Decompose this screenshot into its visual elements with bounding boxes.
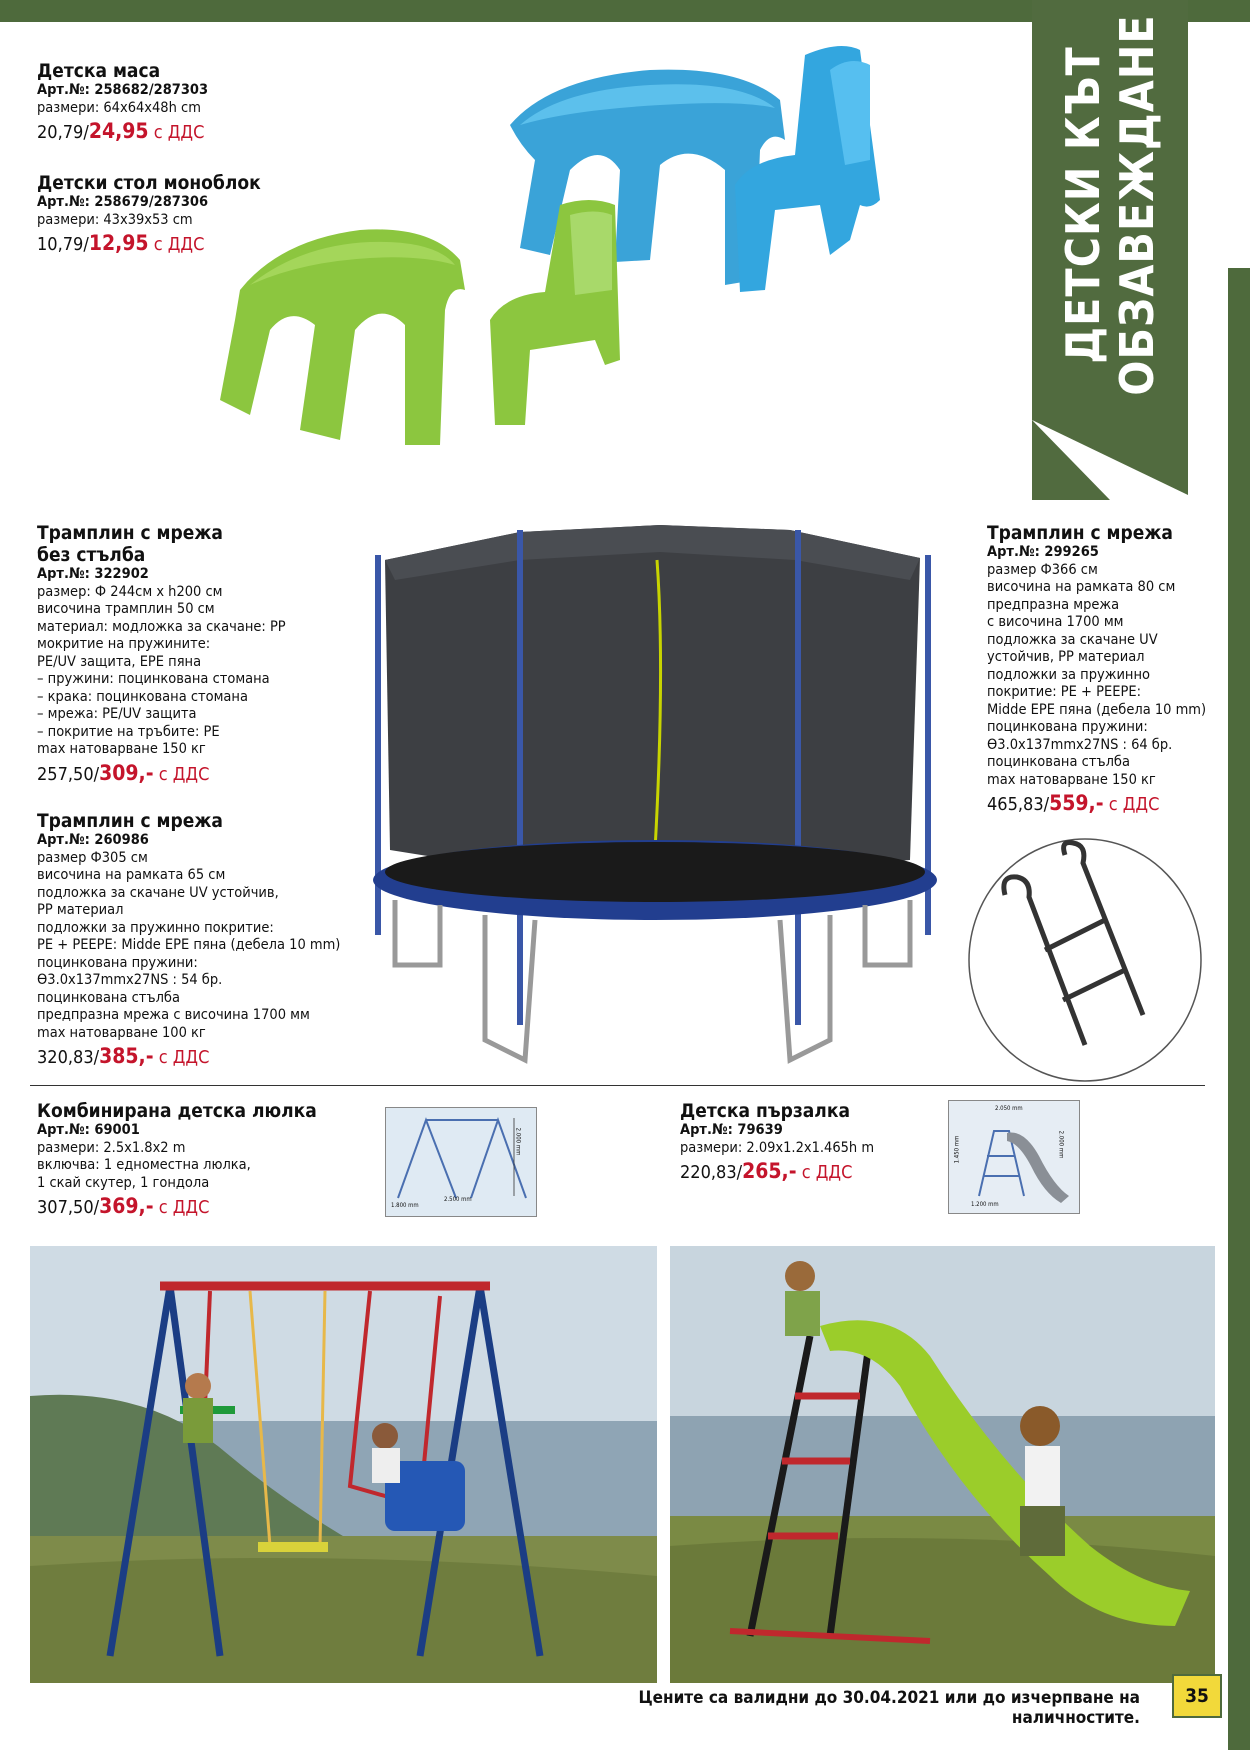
spec-line: материал: модложка за скачане: PP [37, 618, 286, 635]
spec-line: размер Ф366 см [987, 561, 1098, 578]
price [37, 1194, 317, 1220]
spec-line: – мрежа: PE/UV защита [37, 706, 197, 722]
old-price: 10,79/ [37, 234, 89, 255]
spec-line: Ө3.0x137mmx27NS : 54 бр. [37, 972, 223, 988]
product-title: Детска пързалка [680, 1100, 850, 1122]
spec-line: подложка за скачане UV устойчив, [37, 884, 279, 901]
page-number: 35 [1172, 1674, 1222, 1718]
swing-diagram [385, 1107, 537, 1217]
product-trampoline-366 [987, 522, 1206, 817]
product-chair [37, 172, 261, 257]
spec-line: височина на рамката 65 см [37, 867, 226, 883]
validity-note: Цените са валидни до 30.04.2021 или до изчерпване на наличностите. [638, 1688, 1140, 1728]
product-title: Детска маса [37, 60, 161, 82]
spec-line: подложки за пружинно покритие: [37, 919, 274, 936]
new-price: 369,- [99, 1194, 154, 1218]
kids-table-chair-photo [220, 30, 1020, 500]
dimension-label: 2.000 mm [1057, 1130, 1065, 1159]
old-price: 465,83/ [987, 794, 1050, 815]
vat-label: с ДДС [153, 1197, 210, 1218]
new-price: 265,- [742, 1159, 797, 1183]
section-divider [30, 1085, 1205, 1086]
slide-diagram [948, 1100, 1080, 1214]
price [37, 1044, 340, 1070]
dimension-label: 2.050 mm [995, 1105, 1023, 1112]
right-edge-rule [1228, 268, 1250, 1750]
new-price: 385,- [99, 1044, 154, 1068]
spec-line: размери: 43x39x53 cm [37, 211, 193, 228]
spec-line: Midde EPE пяна (дебела 10 mm) [987, 701, 1207, 718]
spec-line: поцинкована пружини: [37, 954, 198, 971]
spec-line: покритие: PE + PEEPE: [987, 684, 1141, 700]
new-price: 309,- [99, 760, 154, 785]
product-title: Трамплин с мрежа [37, 522, 223, 544]
spec-line: PE/UV защита, EPE пяна [37, 653, 202, 670]
price [680, 1159, 874, 1185]
category-title [1056, 14, 1164, 395]
spec-line: предпразна мрежа с височина 1700 мм [37, 1007, 310, 1023]
spec-line: мокритие на пружините: [37, 636, 211, 652]
trampoline-photo [365, 520, 940, 1075]
dimension-label: 1.450 mm [953, 1135, 961, 1164]
banner-tip [1032, 420, 1188, 500]
spec-line: PP материал [37, 902, 124, 918]
vat-label: с ДДС [1103, 794, 1160, 815]
old-price: 320,83/ [37, 1047, 100, 1068]
spec-line: PE + PEEPE: Midde EPE пяна (дебела 10 mm) [37, 937, 341, 953]
slide-scene [670, 1246, 1215, 1683]
spec-line: включва: 1 едноместна люлка, [37, 1157, 251, 1173]
old-price: 220,83/ [680, 1162, 743, 1183]
vat-label: с ДДС [148, 234, 205, 255]
spec-line: Ө3.0x137mmx27NS : 64 бр. [987, 736, 1173, 753]
product-title: Комбинирана детска люлка [37, 1100, 317, 1122]
dimension-label: 1.200 mm [971, 1201, 999, 1208]
dimension-label: 2.500 mm [444, 1196, 472, 1203]
product-subtitle: без стълба [37, 544, 146, 566]
vat-label: с ДДС [148, 122, 205, 143]
price [37, 119, 208, 145]
spec-line: 1 скай скутер, 1 гондола [37, 1174, 210, 1191]
article-number: Арт.№: 79639 [680, 1122, 783, 1138]
product-swing [37, 1100, 317, 1220]
spec-line: предпразна мрежа [987, 596, 1120, 613]
dimension-label: 2.000 mm [514, 1127, 522, 1156]
old-price: 307,50/ [37, 1197, 100, 1218]
vat-label: с ДДС [153, 1047, 210, 1068]
spec-line: размери: 2.5x1.8x2 m [37, 1139, 186, 1156]
spec-line: размер Ф305 см [37, 849, 148, 866]
swing-photo [30, 1246, 657, 1683]
spec-line: височина трамплин 50 см [37, 601, 215, 617]
product-title: Трамплин с мрежа [37, 810, 223, 832]
price [37, 231, 261, 257]
spec-line: – пружини: поцинкована стомана [37, 671, 270, 687]
product-trampoline-305 [37, 810, 340, 1070]
spec-line: поцинкована стълба [37, 989, 180, 1006]
dimension-label: 1.800 mm [391, 1202, 419, 1209]
product-slide [680, 1100, 874, 1185]
spec-line: размери: 2.09x1.2x1.465h m [680, 1139, 875, 1156]
price [987, 791, 1206, 817]
vat-label: с ДДС [153, 763, 210, 785]
spec-line: – покритие на тръбите: PE [37, 723, 220, 740]
spec-line: поцинкована стълба [987, 754, 1130, 770]
spec-line: размер: Ф 244см x h200 см [37, 583, 223, 600]
category-banner [1032, 0, 1188, 500]
spec-line: подложка за скачане UV [987, 631, 1158, 648]
swing-scene [30, 1246, 657, 1683]
spec-line: – крака: поцинкована стомана [37, 688, 248, 705]
product-table [37, 60, 208, 145]
spec-line: max натоварване 150 кг [37, 741, 206, 757]
article-number: Арт.№: 69001 [37, 1122, 140, 1138]
old-price: 257,50/ [37, 763, 100, 785]
article-number: Арт.№: 260986 [37, 832, 149, 848]
new-price: 559,- [1049, 791, 1104, 815]
article-number: Арт.№: 322902 [37, 566, 149, 582]
new-price: 12,95 [88, 231, 149, 255]
article-number: Арт.№: 299265 [987, 544, 1099, 560]
product-title: Детски стол моноблок [37, 172, 261, 194]
old-price: 20,79/ [37, 122, 89, 143]
spec-line: височина на рамката 80 см [987, 579, 1176, 595]
spec-line: max натоварване 100 кг [37, 1024, 206, 1041]
article-number: Арт.№: 258682/287303 [37, 82, 209, 98]
new-price: 24,95 [88, 119, 149, 143]
ladder-image [965, 835, 1205, 1085]
category-title-line2: ОБЗАВЕЖДАНЕ [1110, 14, 1164, 396]
slide-photo [670, 1246, 1215, 1683]
price [37, 761, 286, 787]
article-number: Арт.№: 258679/287306 [37, 194, 209, 210]
spec-line: поцинкована пружини: [987, 719, 1148, 735]
spec-line: max натоварване 150 кг [987, 771, 1156, 788]
product-title: Трамплин с мрежа [987, 522, 1173, 544]
vat-label: с ДДС [796, 1162, 853, 1183]
product-trampoline-244 [37, 522, 286, 787]
spec-line: размери: 64x64x48h cm [37, 99, 201, 116]
spec-line: устойчив, PP материал [987, 649, 1145, 665]
spec-line: подложки за пружинно [987, 666, 1150, 683]
category-title-line1: ДЕТСКИ КЪТ [1056, 46, 1110, 364]
spec-line: с височина 1700 мм [987, 614, 1124, 630]
